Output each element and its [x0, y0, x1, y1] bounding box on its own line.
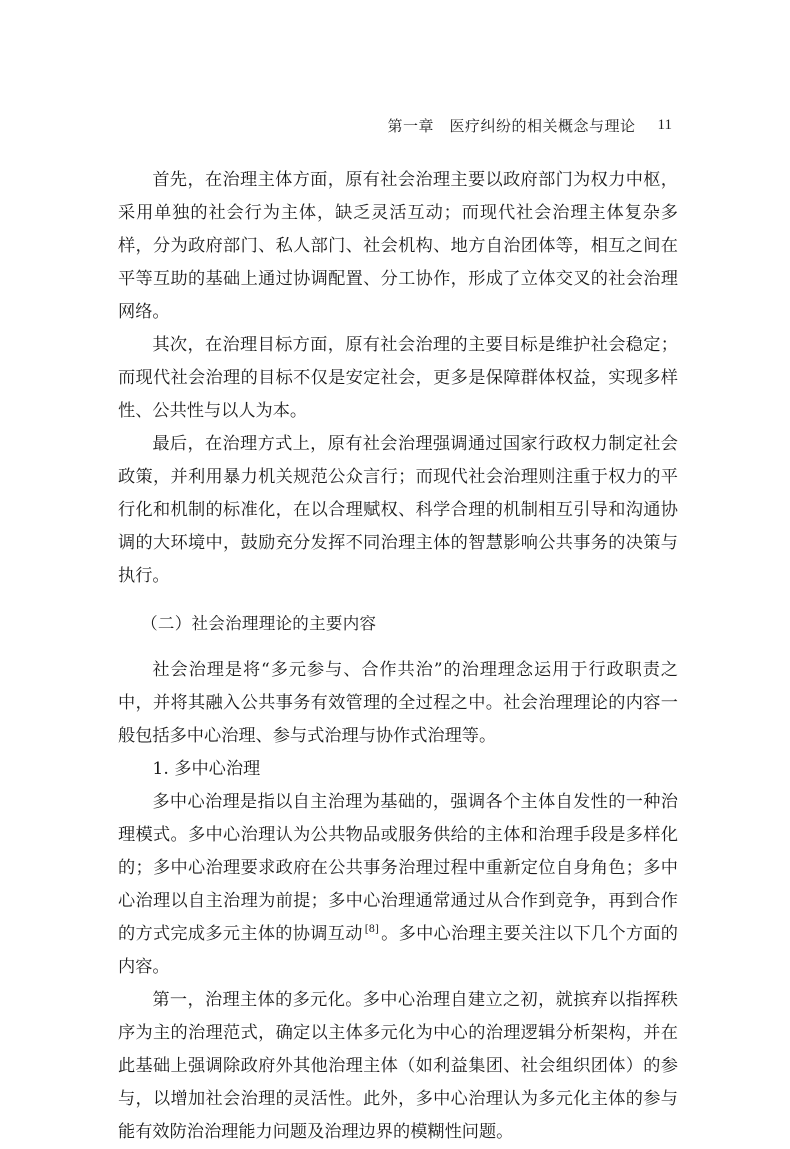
paragraph-governance-goal: 其次，在治理目标方面，原有社会治理的主要目标是维护社会稳定；而现代社会治理的目标不仅是安定社会，更多是保障群体权益，实现多样性、公共性与以人为本。: [118, 335, 678, 421]
section-heading: （二）社会治理理论的主要内容: [141, 614, 377, 633]
paragraph-text: 多中心治理是指以自主治理为基础的，强调各个主体自发性的一种治理模式。多中心治理认为公共物品或服务供给的主体和治理手段是多样化的；多中心治理要求政府在公共事务治理过程中重新定位自身角色；多中心治理以自主治理为前提；多中心治理通常通过从合作到竞争，再到合作的方式完成多元主体的协调互动: [118, 792, 678, 944]
body-text: [118, 164, 678, 1149]
running-header: [118, 114, 672, 136]
subsection-title-polycentric: 1. 多中心治理: [152, 759, 261, 779]
paragraph-polycentric-definition: [118, 786, 678, 984]
paragraph-governance-method: 最后，在治理方式上，原有社会治理强调通过国家行政权力制定社会政策，并利用暴力机关规范公众言行；而现代社会治理则注重于权力的平行化和机制的标准化，在以合理赋权、科学合理的机制相互引导和沟通协调的大环境中，鼓励充分发挥不同治理主体的智慧影响公共事务的决策与执行。: [118, 434, 678, 586]
paragraph-subject-diversification: 第一，治理主体的多元化。多中心治理自建立之初，就摈弃以指挥秩序为主的治理范式，确定以主体多元化为中心的治理逻辑分析架构，并在此基础上强调除政府外其他治理主体（如利益集团、社会组织团体）的参与，以增加社会治理的灵活性。此外，多中心治理认为多元化主体的参与能有效防治治理能力问题及治理边界的模糊性问题。: [118, 990, 678, 1142]
paragraph-governance-subject: 首先，在治理主体方面，原有社会治理主要以政府部门为权力中枢，采用单独的社会行为主体，缺乏灵活互动；而现代社会治理主体复杂多样，分为政府部门、私人部门、社会机构、地方自治团体等，相互之间在平等互助的基础上通过协调配置、分工协作，形成了立体交叉的社会治理网络。: [118, 170, 678, 322]
paragraph-text-tail: 。多中心治理主要关注以下几个方面的内容。: [118, 924, 678, 977]
chapter-title: 第一章 医疗纠纷的相关概念与理论: [387, 116, 636, 135]
paragraph-social-governance-intro: 社会治理是将“多元参与、合作共治”的治理理念运用于行政职责之中，并将其融入公共事务有效管理的全过程之中。社会治理理论的内容一般包括多中心治理、参与式治理与协作式治理等。: [118, 660, 678, 746]
citation-marker[interactable]: [8]: [364, 924, 379, 936]
page-number: 11: [657, 116, 672, 133]
